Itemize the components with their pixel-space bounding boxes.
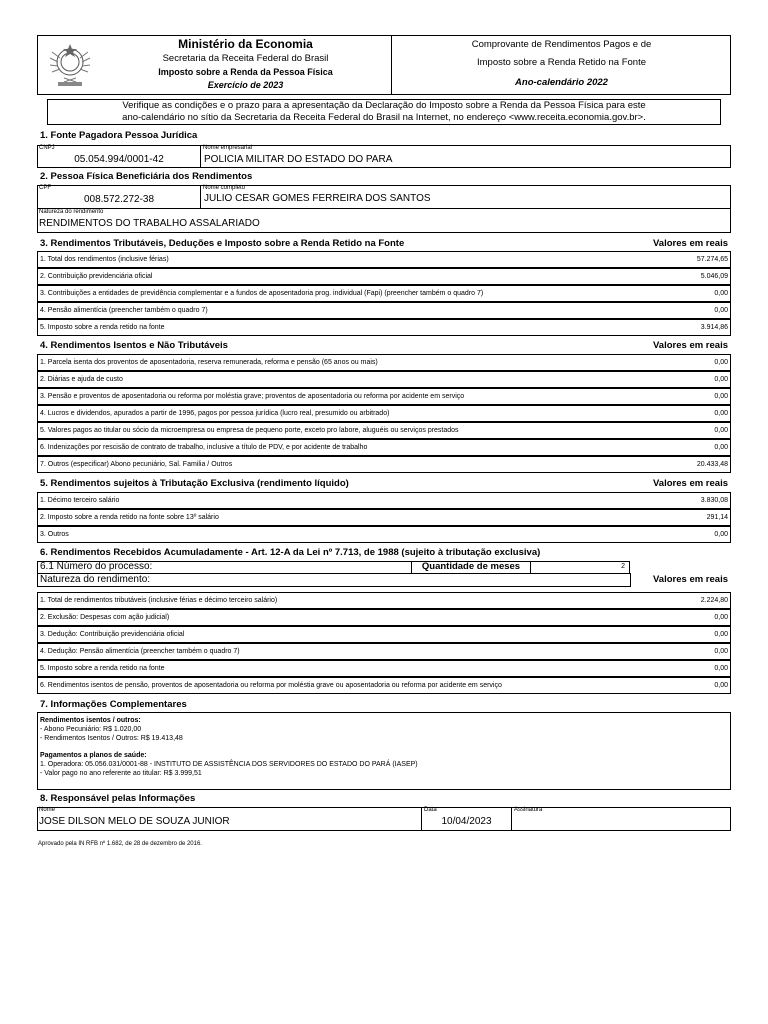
row-value: 0,00 [714, 614, 728, 621]
row-label: 3. Dedução: Contribuição previdenciária oficial [40, 631, 185, 638]
row-value: 2.224,80 [700, 597, 728, 604]
row-label: 3. Pensão e proventos de aposentadoria ou reforma por moléstia grave; proventos de aposentadoria ou reforma por acidente em serviço [40, 393, 465, 400]
cnpj-label: CNPJ [39, 145, 55, 151]
row-value: 0,00 [714, 290, 728, 297]
row-label: 1. Décimo terceiro salário [40, 497, 120, 504]
health-heading: Pagamentos a planos de saúde: [40, 752, 147, 759]
table-row [37, 492, 731, 509]
row-value: 5.046,09 [700, 273, 728, 280]
row-label: 4. Lucros e dividendos, apurados a partir de 1996, pagos por pessoa jurídica (lucro real, presumido ou arbitrado) [40, 410, 390, 417]
exempt-line-2: - Rendimentos Isentos / Outros: R$ 19.413,48 [40, 735, 183, 742]
section6-values-header: Valores em reais [653, 574, 728, 585]
tax-name: Imposto sobre a Renda da Pessoa Física [158, 67, 333, 77]
row-value: 20.433,48 [696, 461, 728, 468]
row-value: 291,14 [706, 514, 728, 521]
row-value: 0,00 [714, 665, 728, 672]
nature-value: RENDIMENTOS DO TRABALHO ASSALARIADO [39, 218, 260, 229]
table-row [37, 268, 731, 285]
section7-title: 7. Informações Complementares [40, 699, 187, 710]
row-value: 0,00 [714, 359, 728, 366]
section3-title: 3. Rendimentos Tributáveis, Deduções e Imposto sobre a Renda Retido na Fonte [40, 238, 405, 249]
row-value: 0,00 [714, 444, 728, 451]
table-row [37, 592, 731, 609]
row-label: 1. Total de rendimentos tributáveis (inclusive férias e décimo terceiro salário) [40, 597, 278, 604]
row-value: 0,00 [714, 682, 728, 689]
row-value: 0,00 [714, 631, 728, 638]
health-line-1: 1. Operadora: 05.056.031/0001-88 - INSTITUTO DE ASSISTÊNCIA DOS SERVIDORES DO ESTADO DO PARÁ (IASEP) [40, 761, 418, 768]
table-row [37, 509, 731, 526]
exempt-line-1: - Abono Pecuniário: R$ 1.020,00 [40, 726, 142, 733]
section1-title: 1. Fonte Pagadora Pessoa Jurídica [40, 130, 198, 141]
table-row [37, 354, 731, 371]
row-label: 5. Imposto sobre a renda retido na fonte [40, 665, 165, 672]
table-row [37, 643, 731, 660]
notice-line2: ano-calendário no sítio da Secretaria da Receita Federal do Brasil na Internet, no endereço <www.receita.economia.gov.br>. [122, 112, 646, 123]
section8-title: 8. Responsável pelas Informações [40, 793, 196, 804]
row-label: 4. Dedução: Pensão alimentícia (preencher também o quadro 7) [40, 648, 240, 655]
table-row [37, 405, 731, 422]
table-row [37, 660, 731, 677]
cnpj-value: 05.054.994/0001-42 [74, 154, 164, 165]
calendar-year: Ano-calendário 2022 [515, 77, 608, 88]
row-value: 0,00 [714, 410, 728, 417]
receipt-title-line1: Comprovante de Rendimentos Pagos e de [471, 39, 652, 50]
section6-title: 6. Rendimentos Recebidos Acumuladamente - Art. 12-A da Lei nº 7.713, de 1988 (sujeito à tributação exclusiva) [40, 547, 541, 558]
table-row [37, 371, 731, 388]
exempt-heading: Rendimentos isentos / outros: [40, 717, 141, 724]
row-value: 0,00 [714, 307, 728, 314]
row-value: 3.914,86 [700, 324, 728, 331]
payer-name-label: Nome empresarial [203, 145, 253, 151]
months-value: 2 [621, 563, 625, 570]
rra-nature-label: Natureza do rendimento: [40, 574, 151, 585]
table-row [37, 251, 731, 268]
responsible-name-label: Nome [39, 807, 56, 813]
receipt-title-line2: Imposto sobre a Renda Retido na Fonte [477, 57, 646, 68]
table-row [37, 285, 731, 302]
date-label: Data [424, 807, 437, 813]
beneficiary-name-value: JULIO CESAR GOMES FERREIRA DOS SANTOS [204, 193, 431, 204]
row-label: 1. Total dos rendimentos (inclusive férias) [40, 256, 169, 263]
table-row [37, 677, 731, 694]
row-label: 5. Valores pagos ao titular ou sócio da microempresa ou empresa de pequeno porte, exceto pro labore, aluguéis ou serviços prestados [40, 427, 459, 434]
row-label: 7. Outros (especificar) Abono pecuniário, Sal. Familia / Outros [40, 461, 233, 468]
table-row [37, 609, 731, 626]
section3-values-header: Valores em reais [653, 238, 728, 249]
section5-title: 5. Rendimentos sujeitos à Tributação Exclusiva (rendimento líquido) [40, 478, 349, 489]
approval-footer: Aprovado pela IN RFB nº 1.682, de 28 de dezembro de 2016. [38, 841, 202, 847]
ministry-title: Ministério da Economia [178, 37, 313, 51]
months-label: Quantidade de meses [421, 561, 521, 572]
row-value: 0,00 [714, 648, 728, 655]
row-value: 0,00 [714, 376, 728, 383]
table-row [37, 319, 731, 336]
responsible-name-value: JOSE DILSON MELO DE SOUZA JUNIOR [39, 816, 230, 827]
notice-line1: Verifique as condições e o prazo para a apresentação da Declaração do Imposto sobre a Renda da Pessoa Física para este [122, 100, 646, 111]
row-value: 3.830,08 [700, 497, 728, 504]
exercise-year: Exercício de 2023 [207, 80, 284, 90]
date-value: 10/04/2023 [441, 816, 492, 827]
process-number-label: 6.1 Número do processo: [40, 561, 153, 572]
cpf-label: CPF [39, 185, 51, 191]
row-label: 3. Contribuições a entidades de previdência complementar e a fundos de aposentadoria prog. individual (Fapi) (preencher também o quadro 7) [40, 290, 484, 297]
row-value: 0,00 [714, 427, 728, 434]
row-label: 1. Parcela isenta dos proventos de aposentadoria, reserva remunerada, reforma e pensão (65 anos ou mais) [40, 359, 378, 366]
table-row [37, 526, 731, 543]
row-label: 3. Outros [40, 531, 69, 538]
section4-title: 4. Rendimentos Isentos e Não Tributáveis [40, 340, 228, 351]
table-row [37, 302, 731, 319]
row-label: 2. Exclusão: Despesas com ação judicial) [40, 614, 170, 621]
table-row [37, 439, 731, 456]
nature-label: Natureza do rendimento [39, 209, 104, 215]
section5-values-header: Valores em reais [653, 478, 728, 489]
beneficiary-name-label: Nome completo [203, 185, 246, 191]
signature-field [511, 807, 731, 831]
section2-title: 2. Pessoa Física Beneficiária dos Rendimentos [40, 171, 253, 182]
table-row [37, 626, 731, 643]
row-label: 2. Imposto sobre a renda retido na fonte sobre 13º salário [40, 514, 219, 521]
row-label: 2. Contribuição previdenciária oficial [40, 273, 153, 280]
signature-label: Assinatura [514, 807, 543, 813]
health-line-2: - Valor pago no ano referente ao titular: R$ 3.999,51 [40, 770, 202, 777]
secretariat-name: Secretaria da Receita Federal do Brasil [162, 53, 329, 64]
table-row [37, 456, 731, 473]
table-row [37, 388, 731, 405]
row-label: 4. Pensão alimentícia (preencher também o quadro 7) [40, 307, 208, 314]
row-label: 2. Diárias e ajuda de custo [40, 376, 123, 383]
table-row [37, 422, 731, 439]
row-value: 57.274,65 [696, 256, 728, 263]
row-value: 0,00 [714, 393, 728, 400]
section4-values-header: Valores em reais [653, 340, 728, 351]
row-label: 6. Indenizações por rescisão de contrato de trabalho, inclusive a título de PDV, e por acidente de trabalho [40, 444, 368, 451]
row-label: 6. Rendimentos isentos de pensão, proventos de aposentadoria ou reforma por moléstia grave ou aposentadoria ou reforma por acidente em serviço [40, 682, 502, 689]
row-label: 5. Imposto sobre a renda retido na fonte [40, 324, 165, 331]
cpf-value: 008.572.272-38 [83, 194, 155, 205]
row-value: 0,00 [714, 531, 728, 538]
brasao-seal [44, 38, 96, 90]
payer-name-value: POLICIA MILITAR DO ESTADO DO PARA [204, 154, 393, 165]
